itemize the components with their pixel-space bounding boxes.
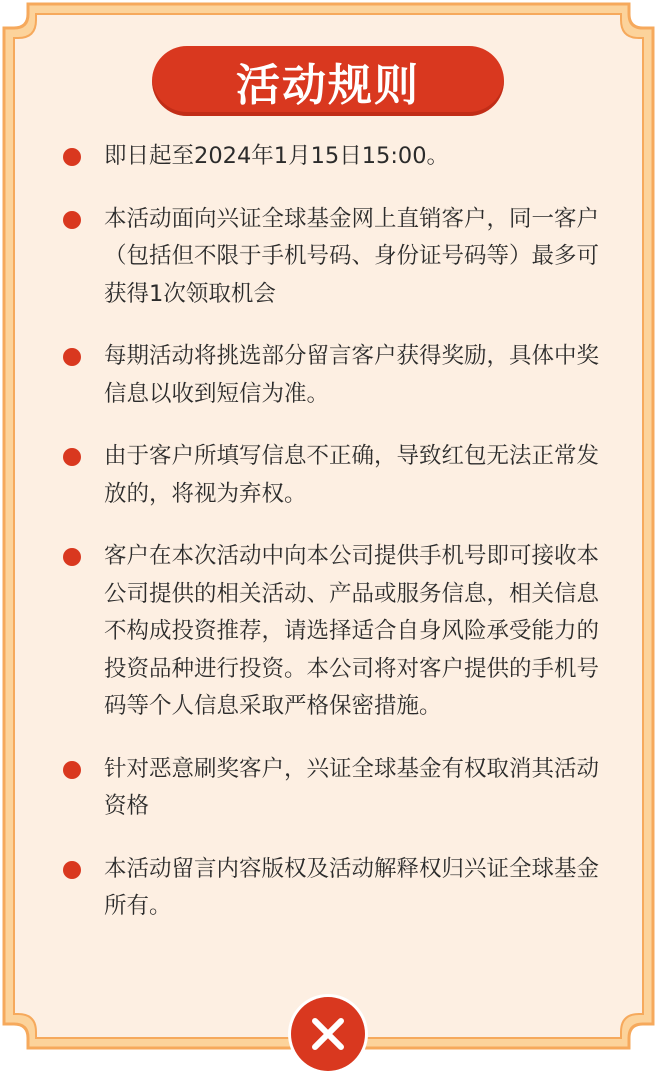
rule-item-5	[62, 538, 610, 726]
rule-text: 由于客户所填写信息不正确，导致红包无法正常发放的，将视为弃权。	[104, 443, 600, 507]
bullet-icon	[63, 761, 81, 779]
rule-item-2	[62, 201, 610, 314]
bullet-icon	[63, 861, 81, 879]
rules-title: 活动规则	[152, 46, 504, 116]
rule-item-6	[62, 751, 610, 826]
rule-text: 本活动留言内容版权及活动解释权归兴证全球基金所有。	[104, 855, 600, 919]
rule-item-4	[62, 438, 610, 513]
rule-text: 每期活动将挑选部分留言客户获得奖励，具体中奖信息以收到短信为准。	[104, 343, 600, 407]
rule-item-7	[62, 851, 610, 926]
bullet-icon	[63, 211, 81, 229]
close-icon	[309, 1015, 347, 1053]
bullet-icon	[63, 448, 81, 466]
close-button[interactable]	[291, 997, 365, 1071]
bullet-icon	[63, 348, 81, 366]
rule-text: 本活动面向兴证全球基金网上直销客户，同一客户（包括但不限于手机号码、身份证号码等）最多可获得1次领取机会	[104, 205, 600, 307]
rule-text: 针对恶意刷奖客户，兴证全球基金有权取消其活动资格	[104, 755, 600, 819]
rule-item-3	[62, 338, 610, 413]
rule-text: 即日起至2024年1月15日15:00。	[104, 143, 450, 169]
rule-text: 客户在本次活动中向本公司提供手机号即可接收本公司提供的相关活动、产品或服务信息，相关信息不构成投资推荐，请选择适合自身风险承受能力的投资品种进行投资。本公司将对客户提供的手机号码等个人信息采取严格保密措施。	[104, 543, 600, 719]
rules-list	[62, 138, 610, 951]
rule-item-1	[62, 138, 610, 176]
bullet-icon	[63, 548, 81, 566]
bullet-icon	[63, 148, 81, 166]
